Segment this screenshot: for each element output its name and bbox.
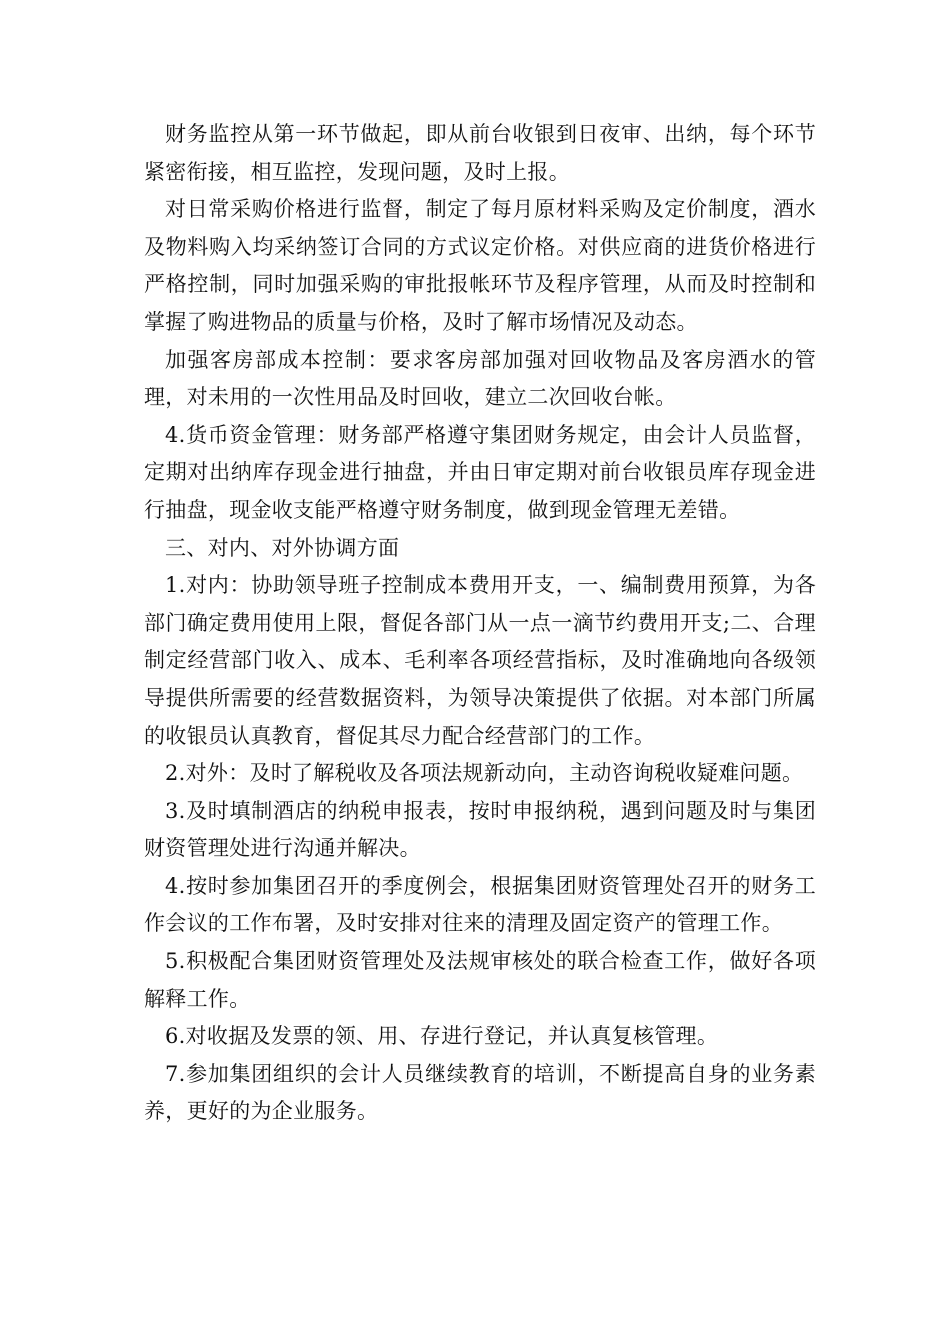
section-heading-coordination: 三、对内、对外协调方面 <box>165 535 400 560</box>
paragraph-purchase-price-supervision: 对日常采购价格进行监督，制定了每月原材料采购及定价制度，酒水及物料购入均采纳签订合同的方式议定价格。对供应商的进货价格进行严格控制，同时加强采购的审批报帐环节及程序管理，从而及时控制和掌握了购进物品的质量与价格，及时了解市场情况及动态。 <box>144 197 816 334</box>
paragraph-external-coordination: 2.对外：及时了解税收及各项法规新动向，主动咨询税收疑难问题。 <box>165 761 804 786</box>
paragraph-receipts-invoices: 6.对收据及发票的领、用、存进行登记，并认真复核管理。 <box>165 1024 719 1049</box>
paragraph-quarterly-meeting: 4.按时参加集团召开的季度例会，根据集团财资管理处召开的财务工作会议的工作布署，及时安排对往来的清理及固定资产的管理工作。 <box>144 873 816 936</box>
paragraph-continuing-education: 7.参加集团组织的会计人员继续教育的培训，不断提高自身的业务素养，更好的为企业服务。 <box>144 1061 816 1124</box>
paragraph-tax-filing: 3.及时填制酒店的纳税申报表，按时申报纳税，遇到问题及时与集团财资管理处进行沟通并解决。 <box>144 798 816 861</box>
paragraph-joint-inspection: 5.积极配合集团财资管理处及法规审核处的联合检查工作，做好各项解释工作。 <box>144 949 816 1011</box>
document-body <box>144 116 816 1131</box>
paragraph-financial-monitoring: 财务监控从第一环节做起，即从前台收银到日夜审、出纳，每个环节紧密衔接，相互监控，发现问题，及时上报。 <box>144 122 816 184</box>
paragraph-internal-coordination: 1.对内：协助领导班子控制成本费用开支，一、编制费用预算，为各部门确定费用使用上限，督促各部门从一点一滴节约费用开支;二、合理制定经营部门收入、成本、毛利率各项经营指标，及时准确地向各级领导提供所需要的经营数据资料，为领导决策提供了依据。对本部门所属的收银员认真教育，督促其尽力配合经营部门的工作。 <box>144 573 816 748</box>
paragraph-cash-management: 4.货币资金管理：财务部严格遵守集团财务规定，由会计人员监督，定期对出纳库存现金进行抽盘，并由日审定期对前台收银员库存现金进行抽盘，现金收支能严格遵守财务制度，做到现金管理无差错。 <box>144 422 816 522</box>
paragraph-housekeeping-cost-control: 加强客房部成本控制：要求客房部加强对回收物品及客房酒水的管理，对未用的一次性用品及时回收，建立二次回收台帐。 <box>144 347 816 410</box>
